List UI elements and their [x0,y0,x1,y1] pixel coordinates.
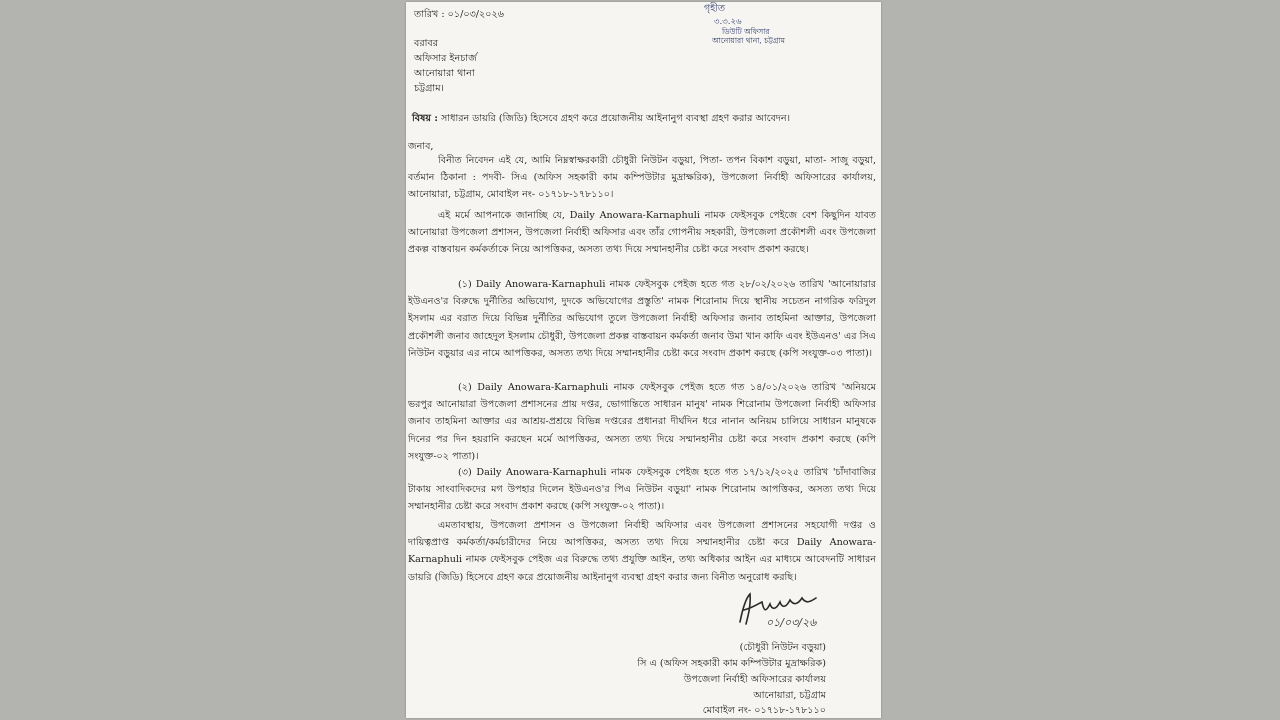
subject-label: বিষয় : [412,113,438,124]
paragraph-item-3: (৩) Daily Anowara-Karnaphuli নামক ফেইসবুক পেইজ হতে গত ১৭/১২/২০২৫ তারিখ 'চাঁদাবাজির টাকায় সাংবাদিকদের মগ উপহার দিলেন ইউএনও'র পিএ নিউটন বড়ুয়া' নামক শিরোনাম আপত্তিকর, অসত্য তথ্য দিয়ে সম্মানহানীর চেষ্টা করে সংবাদ প্রকাশ করছে (কপি সংযুক্ত-০২ পাতা)। [408,467,876,513]
paragraph-statement: এই মর্মে আপনাকে জানাচ্ছি যে, Daily Anowara-Karnaphuli নামক ফেইসবুক পেইজে বেশ কিছুদিন যাবত আনোয়ারা উপজেলা প্রশাসন, উপজেলা নির্বাহী অফিসার এবং তাঁর গোপনীয় সহকারী, উপজেলা প্রকৌশলী এবং উপজেলা প্রকল্প বাস্তবায়ন কর্মকর্তাকে নিয়ে আপত্তিকর, অসত্য তথ্য দিয়ে সম্মানহানীর চেষ্টা করে সংবাদ প্রকাশ করছে। [408,210,876,256]
signatory-mobile: মোবাইল নং- ০১৭১৮-১৭৮১১০ [702,705,826,716]
seal-line-2: ৩.৩.২৬ [714,17,742,27]
letter-date: তারিখ : ০১/০৩/২০২৬ [414,9,504,20]
paragraph-introduction: বিনীত নিবেদন এই যে, আমি নিম্নস্বাক্ষরকারী চৌধুরী নিউটন বড়ুয়া, পিতা- তপন বিকাশ বড়ুয়া, মাতা- সাজু বড়ুয়া, বর্তমান ঠিকানা : পদবী- সিএ (অফিস সহকারী কাম কম্পিউটার মুদ্রাক্ষরিক), উপজেলা নির্বাহী অফিসারের কার্যালয়, আনোয়ারা, চট্টগ্রাম, মোবাইল নং- ০১৭১৮-১৭৮১১০। [408,155,876,201]
subject-text: সাধারন ডায়রি (জিডি) হিসেবে গ্রহণ করে প্রয়োজনীয় আইনানুগ ব্যবস্থা গ্রহণ করার আবেদন। [437,113,791,124]
seal-line-4: আনোয়ারা থানা, চট্টগ্রাম [712,36,785,45]
receipt-seal [692,2,842,46]
signature-date: ০১/০৩/২৬ [766,616,817,629]
subject-line [412,112,790,125]
recipient-line-3: আনোয়ারা থানা [414,68,475,79]
paragraph-item-1: (১) Daily Anowara-Karnaphuli নামক ফেইসবুক পেইজ হতে গত ২৮/০২/২০২৬ তারিখ 'আনোয়ারার ইউএনও'র বিরুদ্ধে দুর্নীতির অভিযোগ, দুদকে অভিযোগের প্রস্তুতি' নামক শিরোনাম দিয়ে স্থানীয় সচেতন নাগরিক ফরিদুল ইসলাম এর বরাত দিয়ে বিভিন্ন দুর্নীতির অভিযোগ তুলে উপজেলা নির্বাহী অফিসার জনাব তাহমিনা আক্তার, উপজেলা প্রকৌশলী জনাব জাহেদুল ইসলাম চৌধুরী, উপজেলা প্রকল্প বাস্তবায়ন কর্মকর্তা জনাব উমা খান কাফি এবং ইউএনও' এর সিএ নিউটন বড়ুয়ার এর নামে আপত্তিকর, অসত্য তথ্য দিয়ে সম্মানহানীর চেষ্টা করে সংবাদ প্রকাশ করছে (কপি সংযুক্ত-০৩ পাতা)। [408,279,876,359]
document-page [406,2,881,718]
seal-line-1: গৃহীত [704,3,726,14]
recipient-line-2: অফিসার ইনচার্জ [414,53,477,64]
signatory-name: (চৌধুরী নিউটন বড়ুয়া) [739,642,826,653]
paragraph-item-2: (২) Daily Anowara-Karnaphuli নামক ফেইসবুক পেইজ হতে গত ১৪/০১/২০২৬ তারিখ 'অনিয়মে ভরপুর আনোয়ারা উপজেলা প্রশাসনের প্রায় দপ্তর, ভোগান্তিতে সাধারন মানুষ' নামক শিরোনাম উপজেলা নির্বাহী অফিসার জনাব তাহমিনা আক্তার এর আশ্রয়-প্রশ্রয়ে বিভিন্ন দপ্তরের প্রধানরা দীর্ঘদিন ধরে নানান অনিয়ম চালিয়ে সাধারন মানুষকে দিনের পর দিন হয়রানি করছেন মর্মে আপত্তিকর, অসত্য তথ্য দিয়ে সম্মানহানীর চেষ্টা করে সংবাদ প্রকাশ করছে (কপি সংযুক্ত-০২ পাতা)। [408,382,876,462]
paragraph-request: এমতাবস্থায়, উপজেলা প্রশাসন ও উপজেলা নির্বাহী অফিসার এবং উপজেলা প্রশাসনের সহযোগী দপ্তর ও দায়িত্বপ্রাপ্ত কর্মকর্তা/কর্মচারীদের নিয়ে আপত্তিকর, অসত্য তথ্য দিয়ে সম্মানহানীর চেষ্টা করে Daily Anowara-Karnaphuli নামক ফেইসবুক পেইজ এর বিরুদ্ধে তথ্য প্রযুক্তি আইন, তথ্য অধিকার আইন এর মাধ্যমে আবেদনটি সাধারন ডায়রি (জিডি) হিসেবে গ্রহণ করে প্রয়োজনীয় আইনানুগ ব্যবস্থা গ্রহণ করার জন্য বিনীত অনুরোধ করছি। [408,520,876,583]
signatory-location: আনোয়ারা, চট্টগ্রাম [753,690,826,701]
signatory-designation: সি এ (অফিস সহকারী কাম কম্পিউটার মুদ্রাক্ষরিক) [637,658,826,669]
seal-line-3: ডিউটি অফিসার [722,27,770,36]
signatory-office: উপজেলা নির্বাহী অফিসারের কার্যালয় [683,674,826,685]
recipient-line-1: বরাবর [414,38,439,49]
recipient-line-4: চট্টগ্রাম। [414,83,444,94]
letter-body [406,2,881,718]
salutation: জনাব, [408,141,434,152]
